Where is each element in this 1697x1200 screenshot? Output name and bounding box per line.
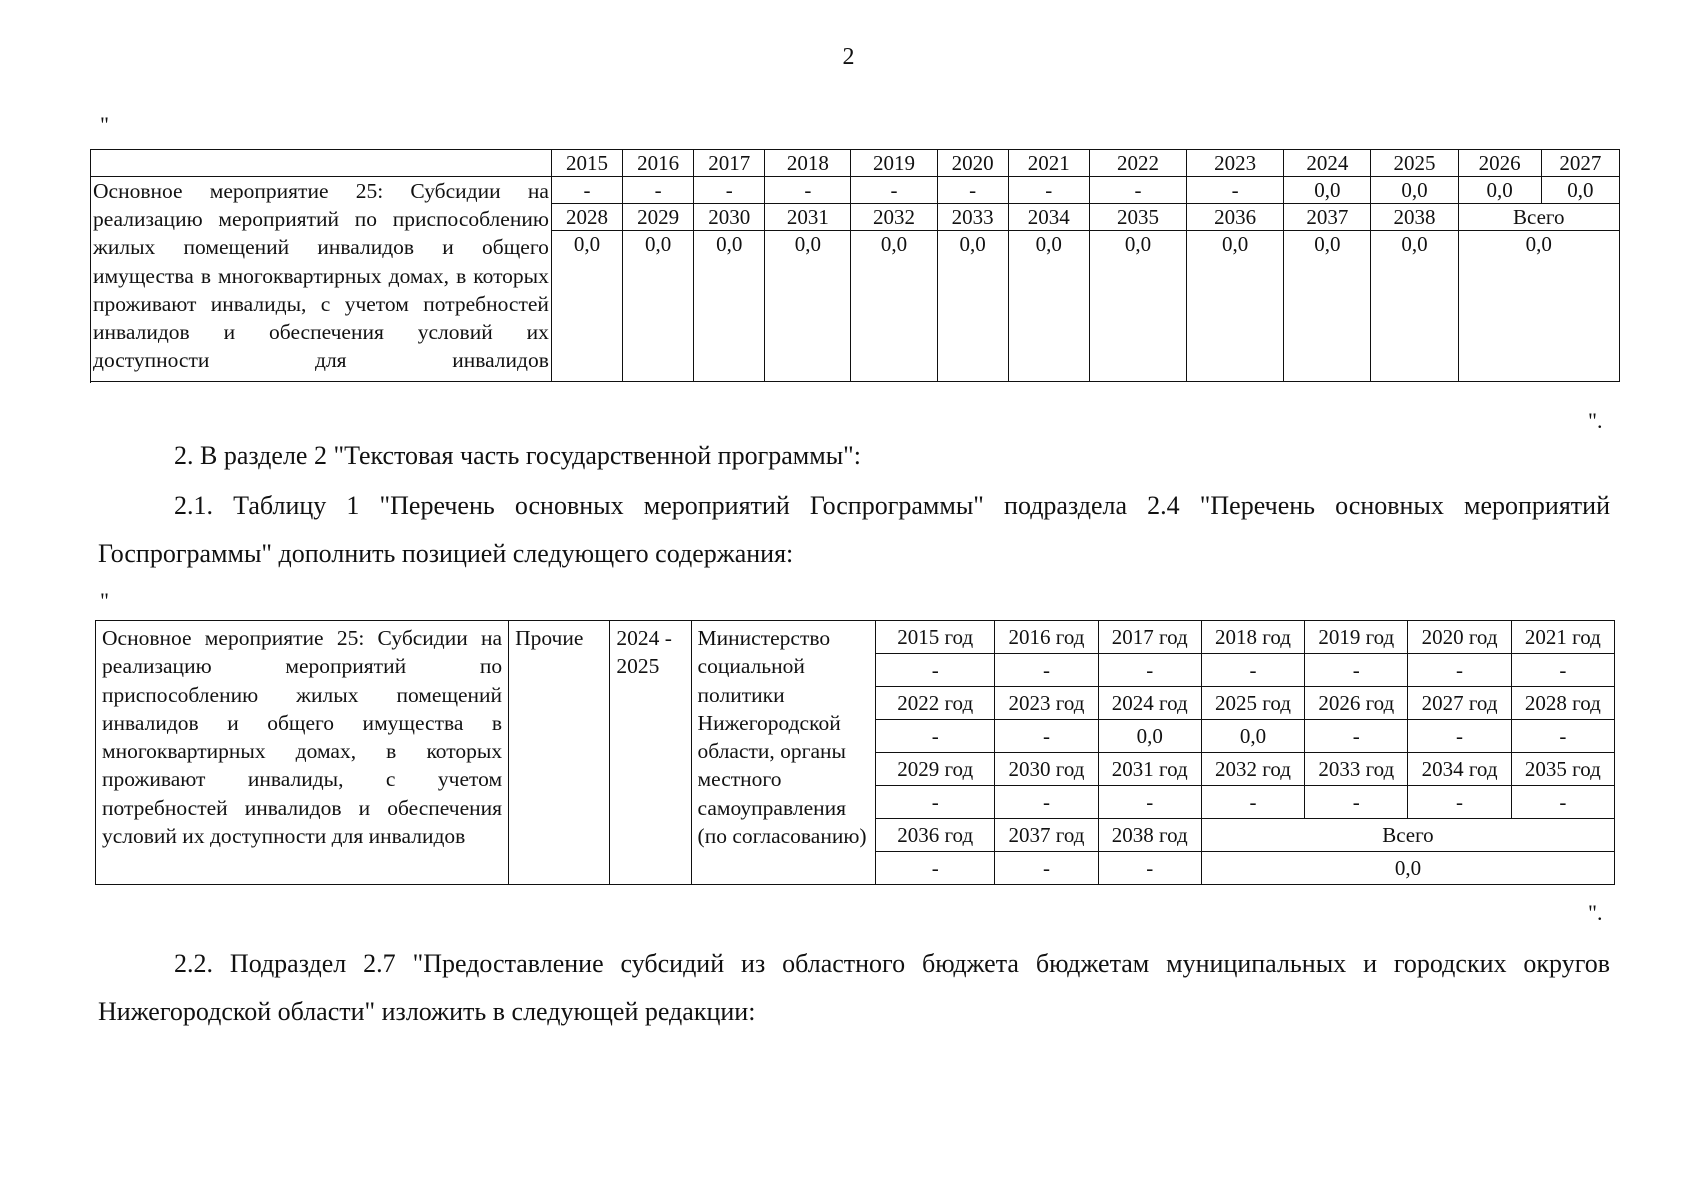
year-cell: 2017 год xyxy=(1098,621,1201,654)
value-cell: - xyxy=(1408,786,1511,819)
table-funding-years xyxy=(90,149,1620,382)
value-cell: - xyxy=(1098,852,1201,885)
year-cell: 2018 год xyxy=(1201,621,1304,654)
value-cell: - xyxy=(876,852,995,885)
year-cell: 2034 год xyxy=(1408,753,1511,786)
year-cell: 2023 год xyxy=(995,687,1098,720)
value-cell: 0,0 xyxy=(1284,231,1371,382)
value-cell: - xyxy=(1089,177,1186,204)
value-cell: - xyxy=(876,654,995,687)
value-cell: 0,0 xyxy=(1187,231,1284,382)
value-cell: 0,0 xyxy=(1098,720,1201,753)
period: 2024 - 2025 xyxy=(610,621,691,885)
year-cell: 2038 год xyxy=(1098,819,1201,852)
year-cell: 2029 xyxy=(623,204,694,231)
total-value: 0,0 xyxy=(1201,852,1614,885)
value-cell: - xyxy=(551,177,622,204)
year-cell: 2022 год xyxy=(876,687,995,720)
year-cell: 2035 xyxy=(1089,204,1186,231)
value-cell: - xyxy=(937,177,1008,204)
value-cell: - xyxy=(1008,177,1089,204)
paragraph-2-1: 2.1. Таблицу 1 "Перечень основных мероприятий Госпрограммы" подраздела 2.4 "Перечень основных мероприятий Госпрограммы" дополнить позицией следующего содержания: xyxy=(98,491,1610,568)
value-cell: - xyxy=(851,177,937,204)
open-quote-2: " xyxy=(100,588,109,613)
value-cell: - xyxy=(623,177,694,204)
value-cell: - xyxy=(1408,654,1511,687)
year-cell: 2036 год xyxy=(876,819,995,852)
measure-description: Основное мероприятие 25: Субсидии на реализацию мероприятий по приспособлению жилых помещений инвалидов и общего имущества в многоквартирных домах, в которых проживают инвалиды, с учетом потребностей инвалидов и обеспечения условий их доступности для инвалидов xyxy=(91,177,552,382)
year-cell: 2019 xyxy=(851,150,937,177)
value-cell: - xyxy=(1187,177,1284,204)
total-label: Всего xyxy=(1201,819,1614,852)
year-cell: 2028 год xyxy=(1511,687,1614,720)
empty-cell xyxy=(91,150,552,177)
year-cell: 2032 xyxy=(851,204,937,231)
year-cell: 2029 год xyxy=(876,753,995,786)
year-cell: 2016 год xyxy=(995,621,1098,654)
value-cell: 0,0 xyxy=(1284,177,1371,204)
year-cell: 2018 xyxy=(765,150,851,177)
total-label: Всего xyxy=(1458,204,1619,231)
table-row xyxy=(91,177,1620,204)
year-cell: 2026 год xyxy=(1305,687,1408,720)
year-cell: 2030 xyxy=(694,204,765,231)
value-cell: 0,0 xyxy=(1458,177,1541,204)
year-cell: 2021 xyxy=(1008,150,1089,177)
page-number: 2 xyxy=(842,44,855,70)
category: Прочие xyxy=(509,621,610,885)
paragraph-2: 2. В разделе 2 "Текстовая часть государственной программы": xyxy=(174,441,861,470)
year-cell: 2026 xyxy=(1458,150,1541,177)
year-cell: 2016 xyxy=(623,150,694,177)
executor: Министерство социальной политики Нижегородской области, органы местного самоуправления (по согласованию) xyxy=(691,621,875,885)
value-cell: - xyxy=(876,786,995,819)
year-cell: 2015 год xyxy=(876,621,995,654)
value-cell: - xyxy=(1511,720,1614,753)
value-cell: - xyxy=(1305,720,1408,753)
value-cell: 0,0 xyxy=(937,231,1008,382)
year-cell: 2020 xyxy=(937,150,1008,177)
value-cell: 0,0 xyxy=(1541,177,1619,204)
value-cell: 0,0 xyxy=(1371,177,1458,204)
value-cell: - xyxy=(1305,654,1408,687)
year-cell: 2020 год xyxy=(1408,621,1511,654)
value-cell: 0,0 xyxy=(1008,231,1089,382)
value-cell: 0,0 xyxy=(1201,720,1304,753)
year-cell: 2033 год xyxy=(1305,753,1408,786)
year-cell: 2025 xyxy=(1371,150,1458,177)
value-cell: 0,0 xyxy=(551,231,622,382)
close-quote-2: ". xyxy=(1588,900,1603,925)
value-cell: 0,0 xyxy=(623,231,694,382)
table-measures-list xyxy=(95,620,1615,885)
year-cell: 2032 год xyxy=(1201,753,1304,786)
table-row xyxy=(91,150,1620,177)
year-cell: 2036 xyxy=(1187,204,1284,231)
value-cell: - xyxy=(765,177,851,204)
year-cell: 2028 xyxy=(551,204,622,231)
value-cell: 0,0 xyxy=(694,231,765,382)
value-cell: - xyxy=(1305,786,1408,819)
value-cell: 0,0 xyxy=(1089,231,1186,382)
value-cell: - xyxy=(1201,654,1304,687)
value-cell: - xyxy=(995,852,1098,885)
year-cell: 2024 год xyxy=(1098,687,1201,720)
year-cell: 2023 xyxy=(1187,150,1284,177)
value-cell: - xyxy=(995,720,1098,753)
total-value: 0,0 xyxy=(1458,231,1619,382)
measure-description: Основное мероприятие 25: Субсидии на реализацию мероприятий по приспособлению жилых помещений инвалидов и общего имущества в многоквартирных домах, в которых проживают инвалиды, с учетом потребностей инвалидов и обеспечения условий их доступности для инвалидов xyxy=(96,621,509,885)
year-cell: 2034 xyxy=(1008,204,1089,231)
year-cell: 2021 год xyxy=(1511,621,1614,654)
close-quote-1: ". xyxy=(1588,408,1603,433)
year-cell: 2024 xyxy=(1284,150,1371,177)
table-row xyxy=(96,621,1615,654)
value-cell: - xyxy=(694,177,765,204)
value-cell: - xyxy=(1511,786,1614,819)
value-cell: - xyxy=(876,720,995,753)
value-cell: - xyxy=(995,654,1098,687)
year-cell: 2038 xyxy=(1371,204,1458,231)
value-cell: - xyxy=(1408,720,1511,753)
year-cell: 2017 xyxy=(694,150,765,177)
year-cell: 2035 год xyxy=(1511,753,1614,786)
year-cell: 2027 xyxy=(1541,150,1619,177)
value-cell: 0,0 xyxy=(765,231,851,382)
value-cell: - xyxy=(995,786,1098,819)
year-cell: 2033 xyxy=(937,204,1008,231)
value-cell: 0,0 xyxy=(851,231,937,382)
paragraph-2-2: 2.2. Подраздел 2.7 "Предоставление субсидий из областного бюджета бюджетам муниципальных и городских округов Нижегородской области" изложить в следующей редакции: xyxy=(98,949,1610,1026)
year-cell: 2031 xyxy=(765,204,851,231)
value-cell: - xyxy=(1201,786,1304,819)
year-cell: 2019 год xyxy=(1305,621,1408,654)
year-cell: 2022 xyxy=(1089,150,1186,177)
value-cell: 0,0 xyxy=(1371,231,1458,382)
year-cell: 2037 xyxy=(1284,204,1371,231)
year-cell: 2030 год xyxy=(995,753,1098,786)
year-cell: 2037 год xyxy=(995,819,1098,852)
year-cell: 2015 xyxy=(551,150,622,177)
year-cell: 2025 год xyxy=(1201,687,1304,720)
value-cell: - xyxy=(1098,654,1201,687)
year-cell: 2031 год xyxy=(1098,753,1201,786)
open-quote-1: " xyxy=(100,112,109,137)
value-cell: - xyxy=(1098,786,1201,819)
value-cell: - xyxy=(1511,654,1614,687)
year-cell: 2027 год xyxy=(1408,687,1511,720)
